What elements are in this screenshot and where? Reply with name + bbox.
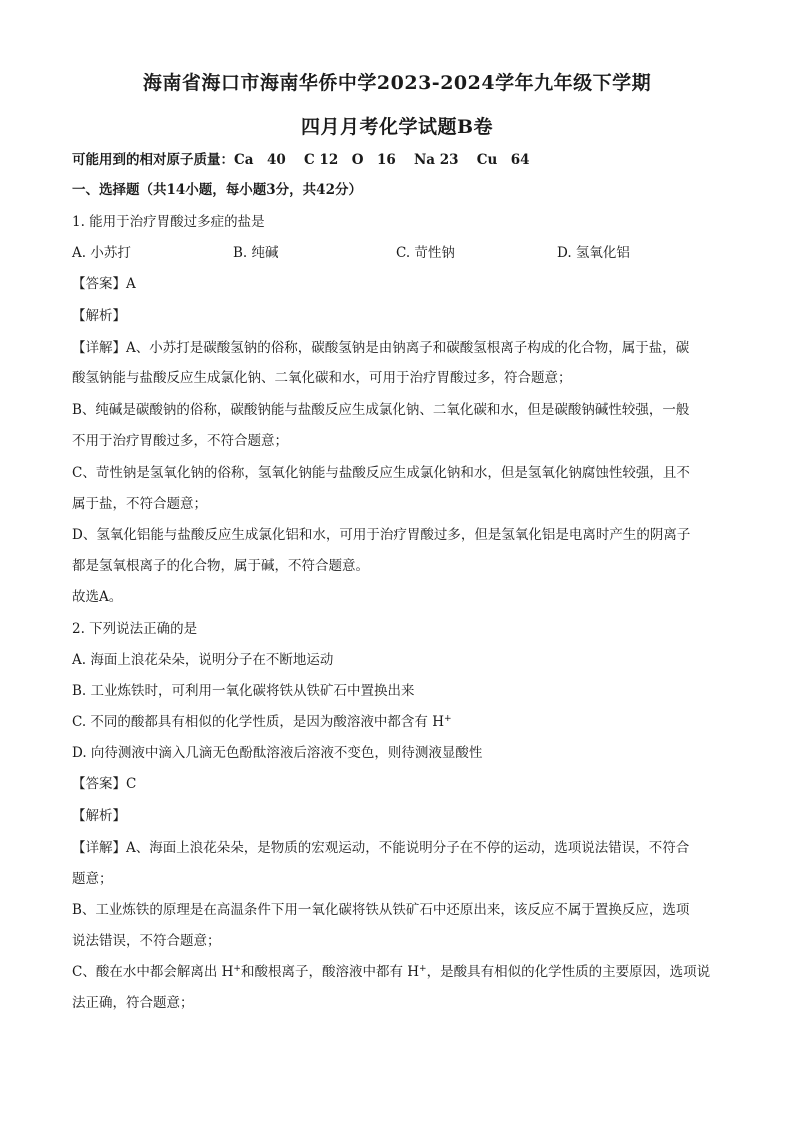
- question-1-stem: 1. 能用于治疗胃酸过多症的盐是: [72, 214, 265, 230]
- q2-detail-line: B、工业炼铁的原理是在高温条件下用一氧化碳将铁从铁矿石中还原出来，该反应不属于置换反应，选项: [72, 902, 690, 918]
- section-heading: 一、选择题（共14小题，每小题3分，共42分）: [72, 182, 362, 198]
- q1-answer: 【答案】A: [72, 276, 136, 292]
- q1-analysis-label: 【解析】: [72, 308, 126, 324]
- q2-detail-line: 说法错误，不符合题意；: [72, 933, 221, 949]
- q2-detail-line: [72, 962, 732, 982]
- q2-detail-line: 法正确，符合题意；: [72, 995, 194, 1011]
- q1-detail-line: D、氢氧化铝能与盐酸反应生成氯化铝和水，可用于治疗胃酸过多，但是氢氧化铝是电离时产生的阴离子: [72, 527, 691, 543]
- q2-detail-c-part3: ，是酸具有相似的化学性质的主要原因，选项说: [426, 964, 711, 980]
- q1-detail-line: 酸氢钠能与盐酸反应生成氯化钠、二氧化碳和水，可用于治疗胃酸过多，符合题意；: [72, 370, 572, 386]
- q1-detail-line: 【详解】A、小苏打是碳酸氢钠的俗称，碳酸氢钠是由钠离子和碳酸氢根离子构成的化合物，属于盐，碳: [72, 340, 690, 356]
- q2-option-a: A. 海面上浪花朵朵，说明分子在不断地运动: [72, 652, 334, 668]
- superscript-plus: +: [419, 964, 427, 974]
- q2-detail-c-part1: C、酸在水中都会解离出 H: [72, 964, 234, 980]
- superscript-plus: +: [444, 714, 452, 724]
- q1-detail-line: B、纯碱是碳酸钠的俗称，碳酸钠能与盐酸反应生成氯化钠、二氧化碳和水，但是碳酸钠碱性较强，一般: [72, 402, 690, 418]
- question-2-stem: 2. 下列说法正确的是: [72, 621, 198, 637]
- q2-option-b: B. 工业炼铁时，可利用一氧化碳将铁从铁矿石中置换出来: [72, 683, 415, 699]
- q2-analysis-label: 【解析】: [72, 808, 126, 824]
- q1-detail-line: 都是氢氧根离子的化合物，属于碱，不符合题意。: [72, 558, 369, 574]
- q1-option-a: A. 小苏打: [72, 245, 131, 261]
- q2-detail-line: 【详解】A、海面上浪花朵朵，是物质的宏观运动，不能说明分子在不停的运动，选项说法错误，不符合: [72, 840, 690, 856]
- superscript-plus: +: [233, 964, 241, 974]
- q1-detail-line: 不用于治疗胃酸过多，不符合题意；: [72, 433, 288, 449]
- q1-detail-line: 属于盐，不符合题意；: [72, 496, 207, 512]
- atomic-masses: 可能用到的相对原子质量：Ca 40 C 12 O 16 Na 23 Cu 64: [72, 152, 530, 168]
- q1-detail-line: C、苛性钠是氢氧化钠的俗称，氢氧化钠能与盐酸反应生成氯化钠和水，但是氢氧化钠腐蚀性较强，且不: [72, 465, 690, 481]
- q2-detail-c-part2: 和酸根离子，酸溶液中都有 H: [240, 964, 420, 980]
- q1-option-d: D. 氢氧化铝: [557, 245, 630, 261]
- exam-title-line1: 海南省海口市海南华侨中学2023-2024学年九年级下学期: [142, 72, 652, 94]
- q2-option-c-text: C. 不同的酸都具有相似的化学性质，是因为酸溶液中都含有 H: [72, 714, 444, 730]
- q1-conclusion: 故选A。: [72, 589, 123, 605]
- q2-answer: 【答案】C: [72, 776, 137, 792]
- q2-option-c: [72, 712, 732, 732]
- q2-option-d: D. 向待测液中滴入几滴无色酚酞溶液后溶液不变色，则待测液显酸性: [72, 745, 483, 761]
- q1-option-b: B. 纯碱: [233, 245, 279, 261]
- exam-title-line2: 四月月考化学试题B卷: [300, 116, 494, 138]
- q1-option-c: C. 苛性钠: [396, 245, 455, 261]
- q2-detail-line: 题意；: [72, 871, 113, 887]
